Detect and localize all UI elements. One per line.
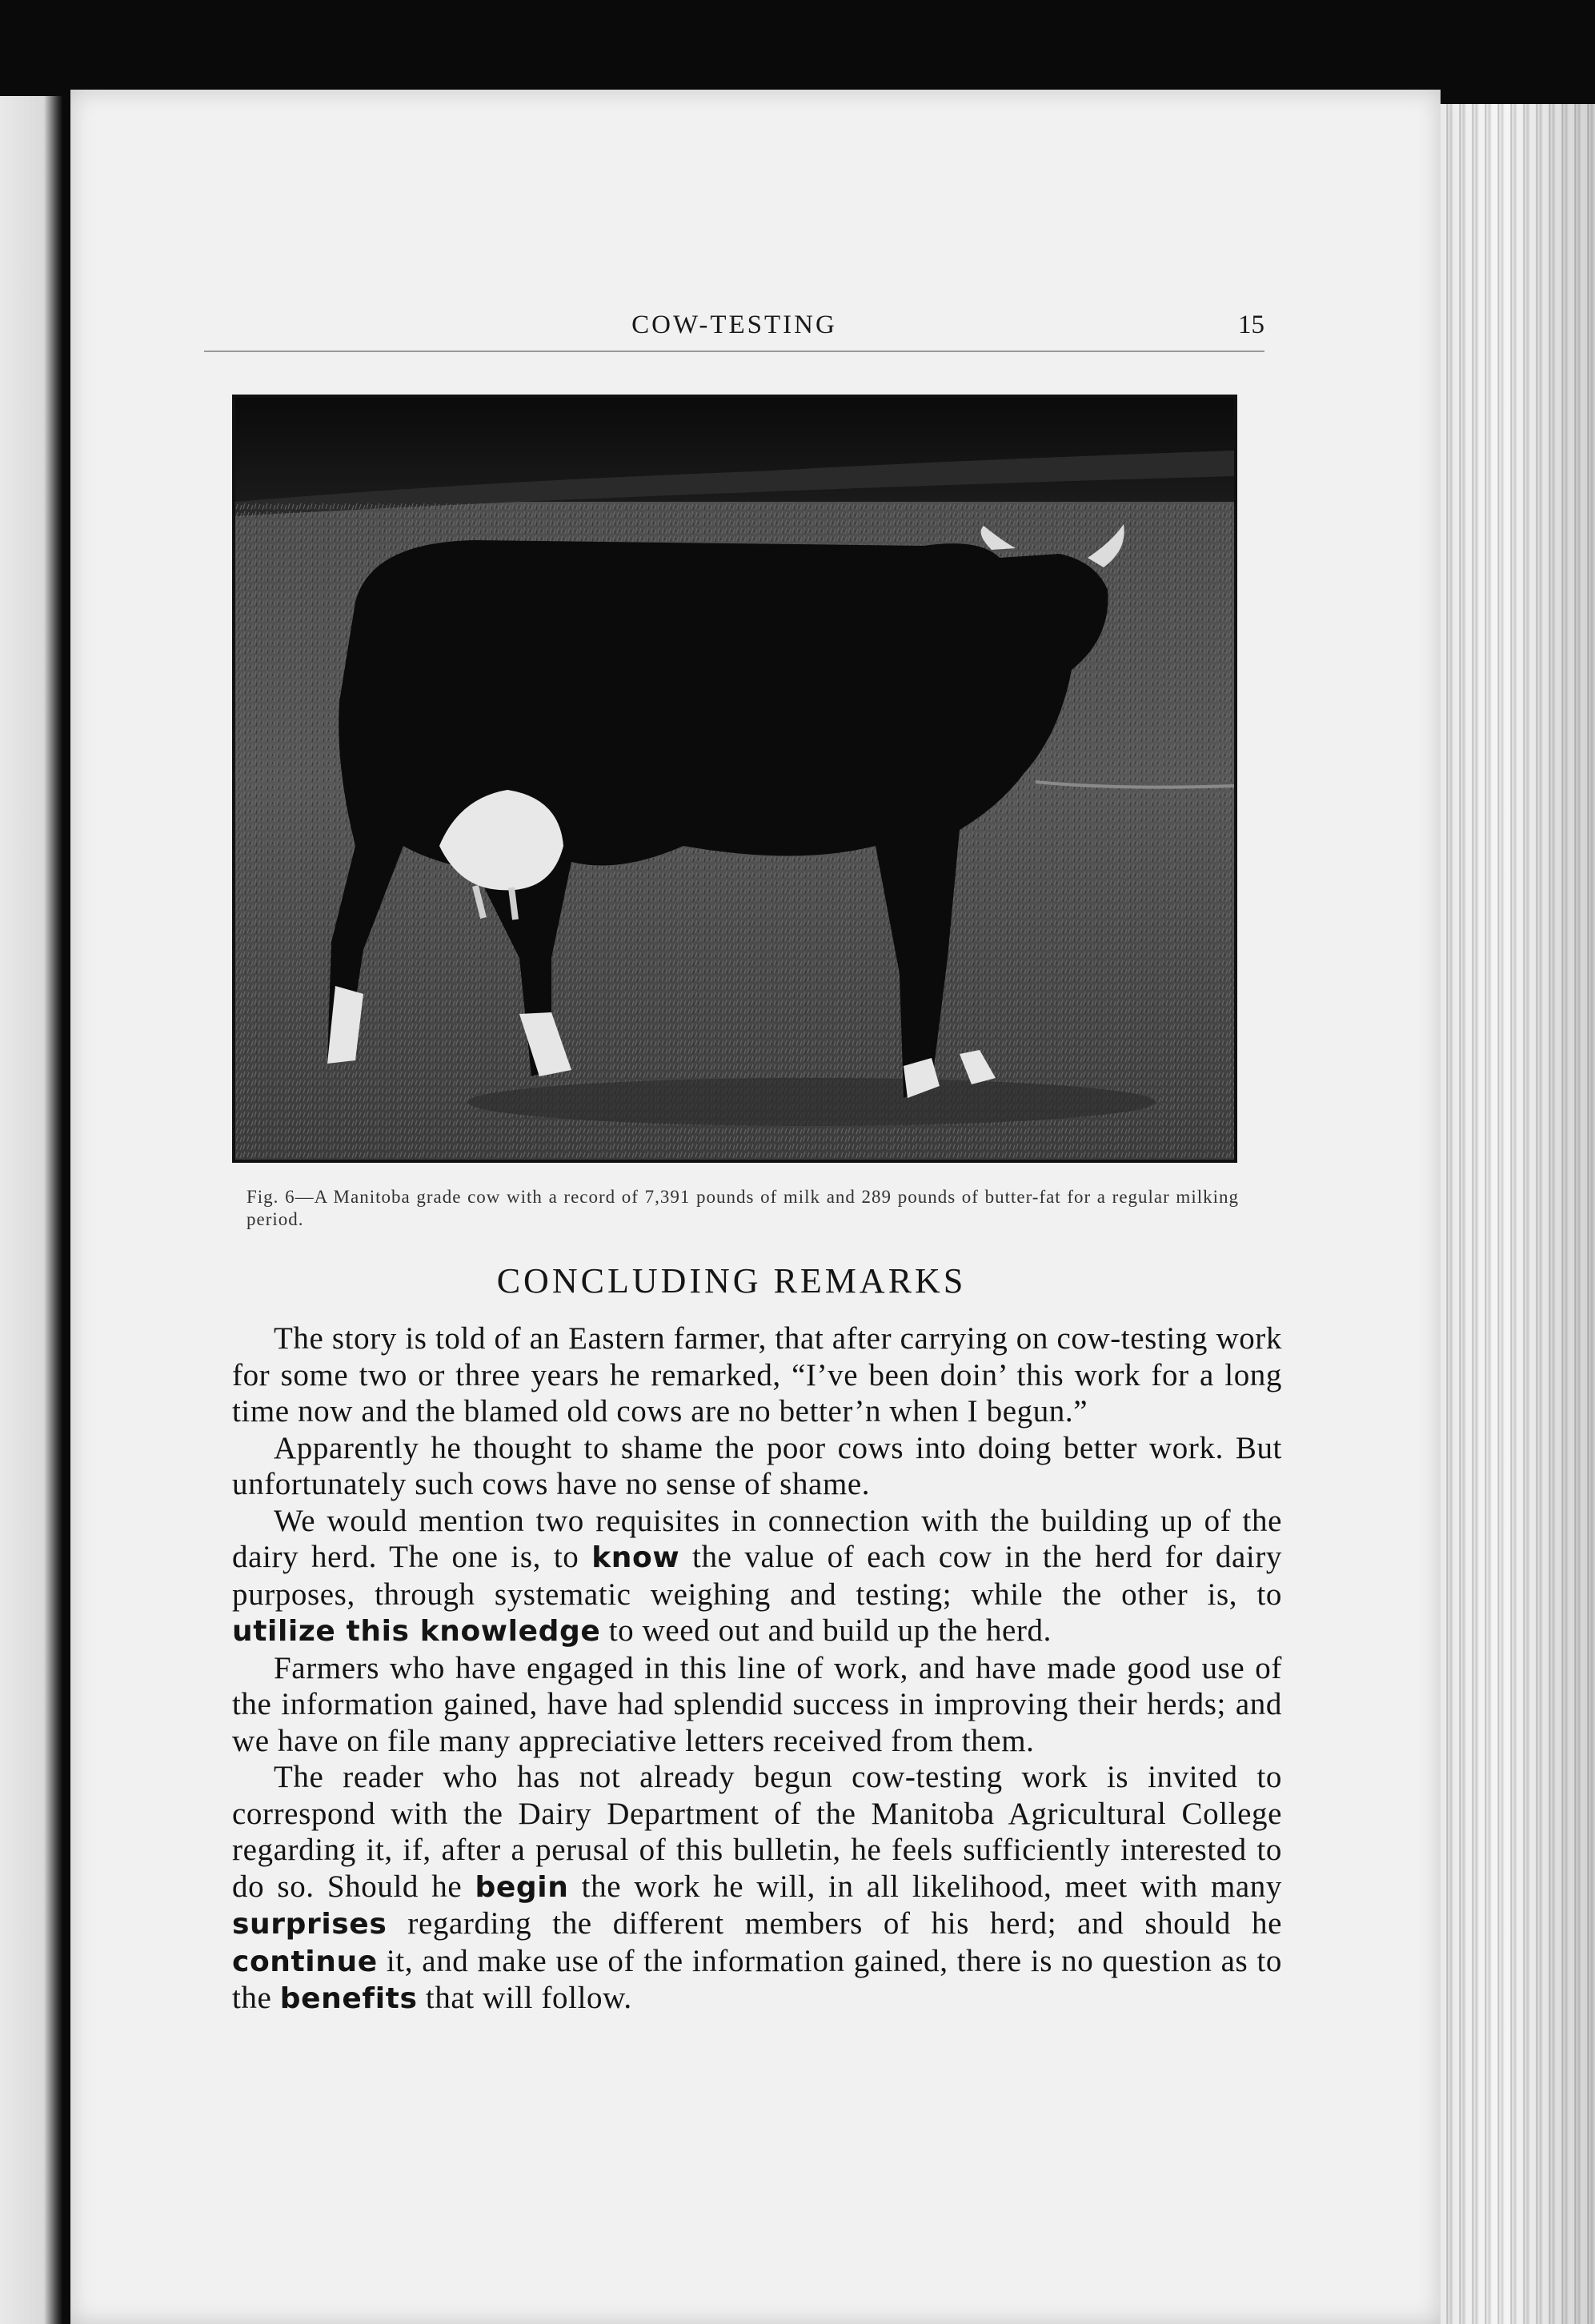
section-heading: CONCLUDING REMARKS: [496, 1261, 967, 1300]
paragraph-5-text-a: The reader who has not already begun cow-testing work is invited to correspond with the Dairy Department of the Manitoba Agricultural College regarding it, if, after a perusal of this bulletin, he feels sufficiently interested to do so. Should he: [232, 1760, 1282, 1904]
emphasis-surprises: surprises: [232, 1908, 387, 1941]
paragraph-5-text-i: that will follow.: [417, 1981, 632, 2015]
emphasis-continue: continue: [232, 1945, 378, 1978]
paragraph-3-text-c: the value of each cow in the herd for dairy purposes, through systematic weighing and testing; while the other is, to: [232, 1540, 1283, 1612]
emphasis-know: know: [591, 1541, 680, 1574]
paragraph-4: Farmers who have engaged in this line of work, and have made good use of the information gained, have had splendid success in improving their herds; and we have on file many appreciative letters received from them.: [232, 1650, 1282, 1758]
figure-caption: Fig. 6—A Manitoba grade cow with a record of 7,391 pounds of milk and 289 pounds of butter-fat for a regular milking period.: [246, 1187, 1239, 1229]
cow-photo-image: [235, 398, 1234, 1160]
paragraph-5-text-g: it, and make use of the information gained, there is no question as to the: [232, 1943, 1282, 2015]
emphasis-begin: begin: [475, 1870, 569, 1904]
paragraph-3: [232, 1503, 1282, 1650]
paragraph-1: The story is told of an Eastern farmer, that after carrying on cow-testing work for some two or three years he remarked, “I’ve been doin’ this work for a long time now and the blamed old cows are no better’n when I begun.”: [232, 1321, 1282, 1428]
body-text: [232, 1320, 1282, 2017]
running-title: COW-TESTING: [631, 311, 837, 339]
adjacent-page-edge: [0, 96, 62, 2324]
paragraph-5-text-e: regarding the different members of his herd; and should he: [387, 1906, 1282, 1941]
paragraph-3-text-e: to weed out and build up the herd.: [600, 1613, 1052, 1648]
paragraph-3-text-a: We would mention two requisites in connection with the building up of the dairy herd. The one is, to: [232, 1503, 1282, 1574]
paragraph-5-text-c: the work he will, in all likelihood, meet with many: [568, 1869, 1282, 1904]
cow-photograph: [232, 395, 1237, 1163]
page-edges-shading: [1441, 104, 1595, 2324]
running-header: [204, 311, 1264, 352]
emphasis-utilize-this-knowledge: utilize this knowledge: [232, 1615, 601, 1648]
page-number: 15: [1238, 311, 1264, 339]
paragraph-5: [232, 1759, 1282, 2017]
paragraph-2: Apparently he thought to shame the poor cows into doing better work. But unfortunately such cows have no sense of shame.: [232, 1430, 1282, 1501]
emphasis-benefits: benefits: [279, 1982, 418, 2015]
